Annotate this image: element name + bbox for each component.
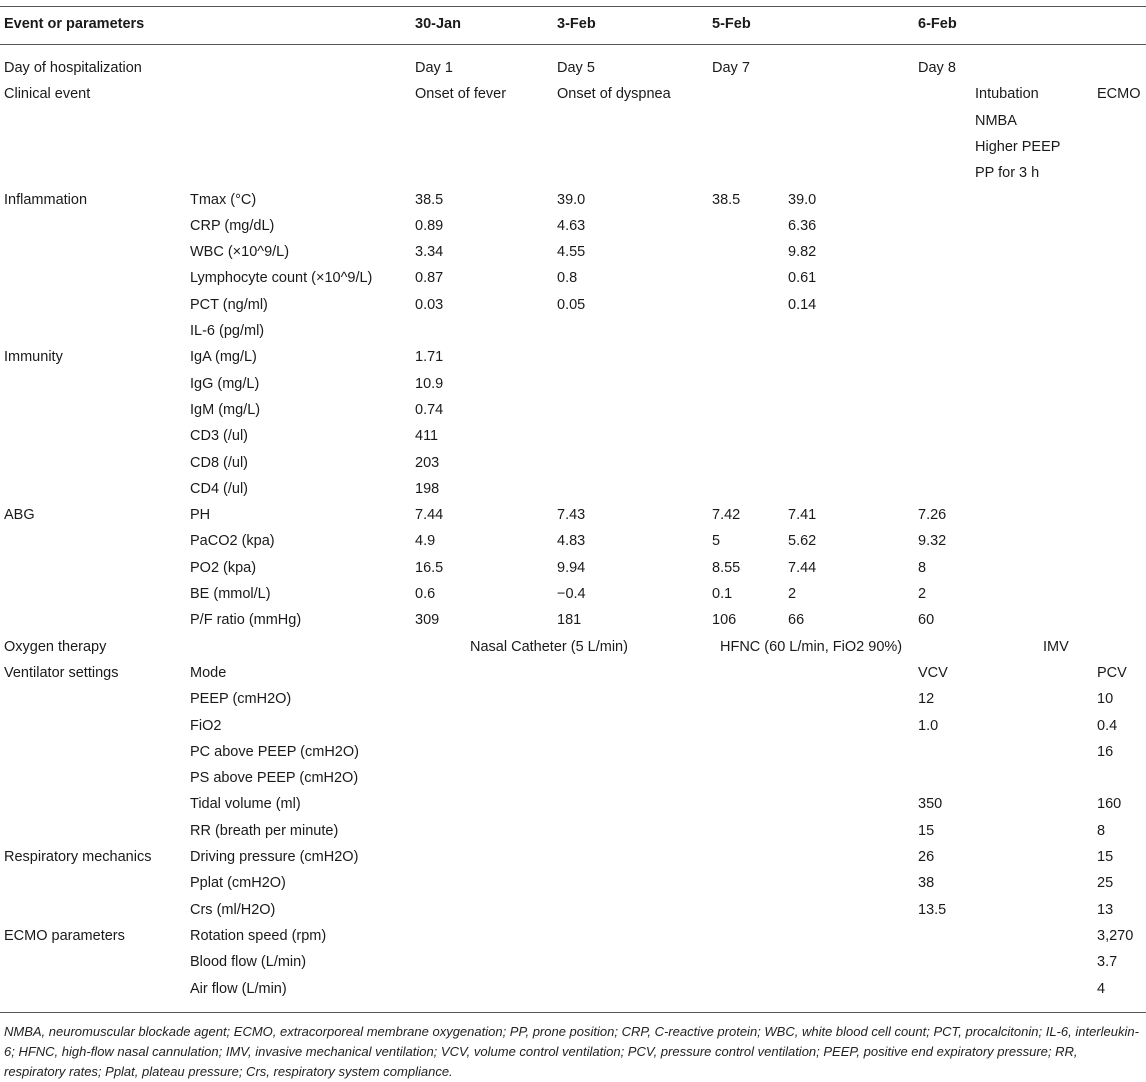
- cell-parameter: Mode: [190, 664, 227, 681]
- cell-value-5-feb-b: 7.44: [788, 559, 817, 576]
- cell-parameter: IgM (mg/L): [190, 401, 261, 418]
- table-row: [0, 687, 1146, 711]
- cell-value-30-jan: 10.9: [415, 375, 444, 392]
- table-row: [0, 345, 1146, 369]
- cell-value-30-jan: 198: [415, 480, 440, 497]
- table-row: [0, 766, 1146, 790]
- cell-value-5-feb-a: 5: [712, 533, 721, 550]
- cell-parameter: Blood flow (L/min): [190, 954, 307, 971]
- cell-parameter: CD4 (/ul): [190, 480, 249, 497]
- cell-parameter: CD8 (/ul): [190, 454, 249, 471]
- cell-value-30-jan: 16.5: [415, 559, 444, 576]
- cell-value-6-feb: 38: [918, 875, 935, 892]
- cell-value-30-jan: 0.74: [415, 401, 444, 418]
- cell-value-3-feb: 0.8: [557, 270, 578, 287]
- cell-value-6-feb-ecmo: 0.4: [1097, 717, 1118, 734]
- cell-value-3-feb: 39.0: [557, 191, 586, 208]
- cell-value-5-feb-b: 9.82: [788, 244, 817, 261]
- top-rule: [0, 6, 1146, 7]
- header-date-3-feb: 3-Feb: [557, 16, 596, 32]
- table-row: [0, 819, 1146, 843]
- cell-value-3-feb: Onset of dyspnea: [557, 86, 671, 103]
- cell-value-6-feb: 350: [918, 796, 943, 813]
- table-row: [0, 898, 1146, 922]
- cell-oxygen-therapy-span: Nasal Catheter (5 L/min): [470, 638, 628, 655]
- cell-value-6-feb: 12: [918, 691, 935, 708]
- cell-parameter: PaCO2 (kpa): [190, 533, 275, 550]
- table-row: [0, 714, 1146, 738]
- cell-parameter: Crs (ml/H2O): [190, 901, 276, 918]
- header-rule: [0, 44, 1146, 45]
- cell-value-6-feb: 15: [918, 822, 935, 839]
- cell-value-6-feb-ecmo: 160: [1097, 796, 1122, 813]
- header-date-30-jan: 30-Jan: [415, 16, 461, 32]
- cell-value-5-feb-b: 2: [788, 586, 797, 602]
- cell-value-30-jan: Day 1: [415, 60, 453, 76]
- cell-value-30-jan: 203: [415, 454, 440, 471]
- row-group-label: ABG: [4, 507, 35, 524]
- table-row: [0, 977, 1146, 1001]
- table-row: [0, 608, 1146, 632]
- cell-value-6-feb-event: Intubation: [975, 86, 1039, 103]
- cell-value-6-feb-ecmo: ECMO: [1097, 86, 1141, 103]
- cell-parameter: IgG (mg/L): [190, 375, 260, 392]
- cell-parameter: Air flow (L/min): [190, 980, 287, 997]
- table-row: [0, 529, 1146, 553]
- cell-parameter: Rotation speed (rpm): [190, 927, 327, 944]
- cell-parameter: PC above PEEP (cmH2O): [190, 743, 359, 760]
- row-group-label: Immunity: [4, 349, 63, 366]
- cell-value-30-jan: 309: [415, 612, 440, 629]
- table-row: [0, 293, 1146, 317]
- table-row: [0, 503, 1146, 527]
- cell-value-5-feb-a: 8.55: [712, 559, 741, 576]
- cell-value-6-feb-ecmo: 15: [1097, 849, 1114, 865]
- row-group-label: Ventilator settings: [4, 664, 119, 681]
- table-row: [0, 792, 1146, 816]
- cell-parameter: Tmax (°C): [190, 191, 257, 208]
- header-date-6-feb: 6-Feb: [918, 16, 957, 32]
- table-row: [0, 214, 1146, 238]
- table-row: [0, 740, 1146, 764]
- row-group-label: Oxygen therapy: [4, 638, 107, 655]
- table-row: [0, 372, 1146, 396]
- cell-value-6-feb: 7.26: [918, 507, 947, 524]
- cell-value-5-feb-a: 38.5: [712, 191, 741, 208]
- cell-value-30-jan: 0.03: [415, 296, 444, 313]
- table-row: [0, 924, 1146, 948]
- cell-value-3-feb: 0.05: [557, 296, 586, 313]
- cell-value-6-feb-event: Higher PEEP: [975, 138, 1061, 155]
- cell-value-3-feb: 4.83: [557, 533, 586, 550]
- table-footnote: NMBA, neuromuscular blockade agent; ECMO, extracorporeal membrane oxygenation; PP, prone position; CRP, C-reactive protein; WBC, white blood cell count; PCT, procalcitonin; IL-6, interleukin-6; HFNC, high-flow nasal cannulation; IMV, invasive mechanical ventilation; VCV, volume control ventilation; PCV, pressure control ventilation; PEEP, positive end expiratory pressure; RR, respiratory rates; Pplat, plateau pressure; Crs, respiratory system compliance.: [4, 1024, 1139, 1079]
- cell-value-3-feb: −0.4: [557, 586, 586, 602]
- cell-value-6-feb-ecmo: 16: [1097, 743, 1114, 760]
- cell-value-6-feb-event: PP for 3 h: [975, 165, 1040, 182]
- cell-value-5-feb-a: 106: [712, 612, 737, 629]
- row-group-label: Clinical event: [4, 86, 91, 103]
- cell-value-6-feb: 2: [918, 586, 927, 602]
- table-row: [0, 56, 1146, 80]
- cell-value-6-feb-ecmo: PCV: [1097, 664, 1127, 681]
- table-row: [0, 161, 1146, 185]
- cell-parameter: PCT (ng/ml): [190, 296, 268, 313]
- cell-parameter: RR (breath per minute): [190, 822, 339, 839]
- cell-value-30-jan: 411: [415, 428, 439, 445]
- table-row: [0, 661, 1146, 685]
- header-date-5-feb: 5-Feb: [712, 16, 751, 32]
- table-row: [0, 82, 1146, 106]
- cell-value-3-feb: 4.55: [557, 244, 586, 261]
- cell-value-6-feb: VCV: [918, 664, 948, 681]
- cell-parameter: Pplat (cmH2O): [190, 875, 286, 892]
- table-row: [0, 451, 1146, 475]
- cell-value-3-feb: 7.43: [557, 507, 586, 524]
- cell-value-30-jan: 0.6: [415, 586, 436, 602]
- cell-value-5-feb-b: 5.62: [788, 533, 817, 550]
- cell-value-6-feb-ecmo: 4: [1097, 980, 1106, 997]
- cell-value-6-feb-ecmo: 3,270: [1097, 927, 1134, 944]
- cell-parameter: P/F ratio (mmHg): [190, 612, 302, 629]
- table-row: [0, 240, 1146, 264]
- cell-value-6-feb: Day 8: [918, 60, 956, 76]
- cell-parameter: PS above PEEP (cmH2O): [190, 770, 359, 787]
- table-row: [0, 556, 1146, 580]
- table-row: [0, 319, 1146, 343]
- cell-parameter: CRP (mg/dL): [190, 217, 275, 234]
- cell-value-3-feb: 9.94: [557, 559, 586, 576]
- table-row: [0, 109, 1146, 133]
- cell-value-30-jan: 0.87: [415, 270, 444, 287]
- row-group-label: Respiratory mechanics: [4, 849, 152, 865]
- cell-value-3-feb: 181: [557, 612, 582, 629]
- cell-value-6-feb-event: NMBA: [975, 112, 1017, 129]
- cell-value-6-feb: 13.5: [918, 901, 947, 918]
- row-group-label: ECMO parameters: [4, 927, 125, 944]
- cell-oxygen-therapy-span: HFNC (60 L/min, FiO2 90%): [720, 638, 903, 655]
- cell-value-3-feb: 4.63: [557, 217, 586, 234]
- cell-parameter: Lymphocyte count (×10^9/L): [190, 270, 373, 287]
- cell-value-6-feb: 1.0: [918, 717, 939, 734]
- table-row: [0, 845, 1146, 869]
- cell-value-5-feb-b: 66: [788, 612, 805, 629]
- cell-value-30-jan: 7.44: [415, 507, 444, 524]
- table-row: [0, 135, 1146, 159]
- cell-parameter: IgA (mg/L): [190, 349, 257, 366]
- cell-value-6-feb: 60: [918, 612, 935, 629]
- cell-value-5-feb-a: 7.42: [712, 507, 741, 524]
- cell-value-6-feb-ecmo: 8: [1097, 822, 1106, 839]
- header-event-or-parameters: Event or parameters: [4, 16, 145, 32]
- cell-parameter: FiO2: [190, 717, 222, 734]
- cell-parameter: PH: [190, 507, 211, 524]
- cell-value-5-feb-b: 39.0: [788, 191, 817, 208]
- cell-parameter: Driving pressure (cmH2O): [190, 849, 359, 865]
- cell-value-6-feb: 8: [918, 559, 927, 576]
- cell-value-30-jan: Onset of fever: [415, 86, 507, 103]
- cell-value-6-feb: 9.32: [918, 533, 947, 550]
- cell-parameter: WBC (×10^9/L): [190, 244, 290, 261]
- cell-value-30-jan: 4.9: [415, 533, 436, 550]
- cell-value-6-feb-ecmo: 25: [1097, 875, 1114, 892]
- cell-value-6-feb-ecmo: 13: [1097, 901, 1114, 918]
- table-row: [0, 188, 1146, 212]
- cell-parameter: Tidal volume (ml): [190, 796, 301, 813]
- bottom-rule: [0, 1012, 1146, 1013]
- cell-value-5-feb-b: 0.61: [788, 270, 817, 287]
- cell-value-5-feb-b: 7.41: [788, 507, 817, 524]
- cell-value-6-feb-ecmo: 10: [1097, 691, 1114, 708]
- row-group-label: Inflammation: [4, 191, 88, 208]
- table-row: [0, 635, 1146, 659]
- cell-value-6-feb: 26: [918, 849, 935, 865]
- cell-value-30-jan: 38.5: [415, 191, 444, 208]
- cell-oxygen-therapy-span: IMV: [1043, 638, 1069, 655]
- cell-parameter: BE (mmol/L): [190, 586, 271, 602]
- cell-parameter: IL-6 (pg/ml): [190, 323, 265, 339]
- table-row: [0, 398, 1146, 422]
- table-row: [0, 477, 1146, 501]
- cell-value-30-jan: 3.34: [415, 244, 444, 261]
- cell-value-30-jan: 1.71: [415, 349, 444, 366]
- table-row: [0, 424, 1146, 448]
- table-row: [0, 582, 1146, 606]
- cell-value-5-feb-a: 0.1: [712, 586, 733, 602]
- cell-value-5-feb-b: 6.36: [788, 217, 817, 234]
- cell-value-30-jan: 0.89: [415, 217, 444, 234]
- cell-parameter: PEEP (cmH2O): [190, 691, 292, 708]
- cell-value-5-feb-b: 0.14: [788, 296, 817, 313]
- cell-value-5-feb-a: Day 7: [712, 60, 750, 76]
- table-row: [0, 950, 1146, 974]
- table-row: [0, 266, 1146, 290]
- header-row: [0, 12, 1146, 36]
- table-row: [0, 871, 1146, 895]
- cell-value-6-feb-ecmo: 3.7: [1097, 954, 1118, 971]
- cell-parameter: PO2 (kpa): [190, 559, 257, 576]
- cell-value-3-feb: Day 5: [557, 60, 595, 76]
- cell-parameter: CD3 (/ul): [190, 428, 249, 445]
- row-group-label: Day of hospitalization: [4, 60, 142, 76]
